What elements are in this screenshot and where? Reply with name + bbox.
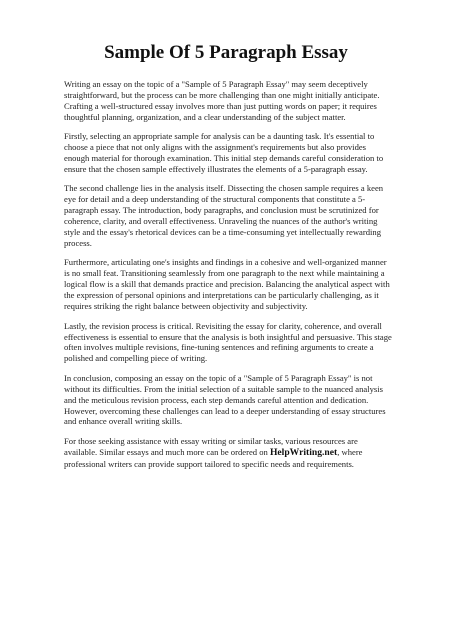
helpwriting-link[interactable]: HelpWriting.net	[269, 446, 338, 458]
paragraph-analysis: The second challenge lies in the analysis itself. Dissecting the chosen sample requires a keen eye for detail and a deep understanding of the structural components that constitute a 5-paragraph essay. The introduction, body paragraphs, and conclusion must be scrutinized for coherence, clarity, and overall effectiveness. Unraveling the nuances of the author's writing style and the essay's rhetorical devices can be a time-consuming yet intellectually rewarding process.	[64, 183, 384, 248]
closing-text-after: , where professional writers can provide support tailored to specific needs and requirements.	[64, 446, 363, 469]
page-title: Sample Of 5 Paragraph Essay	[104, 42, 348, 63]
paragraph-conclusion: In conclusion, composing an essay on the topic of a "Sample of 5 Paragraph Essay" is not without its difficulties. From the initial selection of a suitable sample to the nuanced analysis and the meticulous revision process, each step demands careful attention and dedication. However, overcoming these challenges can lead to a deeper understanding of essay structures and enhance overall writing skills.	[64, 372, 386, 427]
paragraph-articulation: Furthermore, articulating one's insights and findings in a cohesive and well-organized manner is no small feat. Transitioning seamlessly from one paragraph to the next while maintaining a logical flow is a skill that demands practice and precision. Balancing the analytical aspect with the expression of personal opinions and interpretations can be particularly challenging, as it requires striking the right balance between objectivity and subjectivity.	[64, 257, 390, 312]
paragraph-closing	[64, 436, 393, 470]
paragraph-intro: Writing an essay on the topic of a "Sample of 5 Paragraph Essay" may seem deceptively straightforward, but the process can be more challenging than one might initially anticipate. Crafting a well-structured essay involves more than just putting words on paper; it requires thoughtful planning, organization, and a clear understanding of the subject matter.	[64, 79, 380, 122]
paragraph-selection: Firstly, selecting an appropriate sample for analysis can be a daunting task. It's essential to choose a piece that not only aligns with the assignment's requirements but also provides enough material for thorough examination. This initial step demands careful consideration to ensure that the chosen sample effectively illustrates the elements of a 5-paragraph essay.	[64, 131, 384, 174]
essay-body	[64, 79, 393, 478]
closing-text-before: For those seeking assistance with essay writing or similar tasks, various resources are available. Similar essays and much more can be ordered on	[64, 435, 358, 457]
paragraph-revision: Lastly, the revision process is critical. Revisiting the essay for clarity, coherence, and overall effectiveness is essential to ensure that the analysis is both insightful and persuasive. This stage often involves multiple revisions, fine-tuning sentences and refining arguments to create a polished and compelling piece of writing.	[64, 320, 392, 364]
